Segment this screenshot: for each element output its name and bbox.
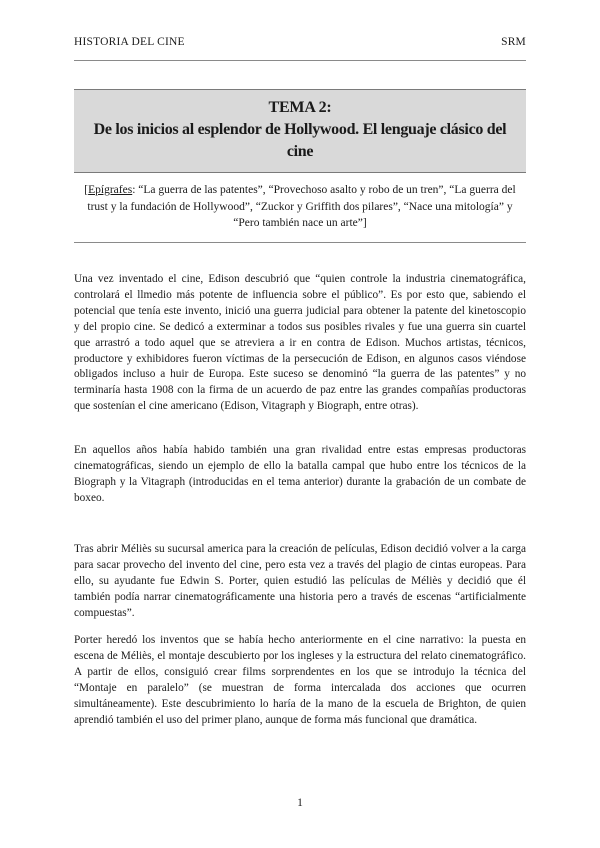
header-author-initials: SRM bbox=[501, 36, 526, 48]
epigraph-text: : “La guerra de las patentes”, “Provechoso asalto y robo de un tren”, “La guerra del trust y la fundación de Hollywood”, “Zuckor y Griffith dos pilares”, “Nace una mitología” y “Pero también nace un arte”] bbox=[87, 184, 516, 229]
epigraph-divider bbox=[74, 242, 526, 243]
header-course-title: HISTORIA DEL CINE bbox=[74, 36, 185, 48]
body-paragraph: En aquellos años había habido también una gran rivalidad entre estas empresas productoras cinematográficas, siendo un ejemplo de ello la batalla campal que hubo entre los técnicos de la Biograph y la Vitagraph (introducidas en el tema anterior) durante la grabación de un combate de boxeo. bbox=[74, 444, 526, 504]
body-paragraph: Una vez inventado el cine, Edison descubrió que “quien controle la industria cinematográfica, controlará el llmedio más potente de influencia sobre el público”. Es por esto que, sabiendo el potencial que tenía este invento, inició una guerra judicial para obtener la patente del kinetoscopio y del propio cine. Se dedicó a exterminar a todos sus posibles rivales y fue una guerra sin cuartel que arrastró a todo aquel que se atreviera a ir en contra de Edison. Muchos artistas, técnicos, productore y exhibidores fueron víctimas de la persecución de Edison, en algunos casos viéndose obligados incluso a huir de Europa. Este suceso se denominó “la guerra de las patentes” y no terminaría hasta 1908 con la firma de un acuerdo de paz entre las grandes compañías productoras que sostenían el cine americano (Edison, Vitagraph y Biograph, entre otras). bbox=[74, 273, 526, 413]
epigraph-open-bracket: [ bbox=[84, 184, 89, 196]
topic-title: De los inicios al esplendor de Hollywood. El lenguaje clásico del cine bbox=[93, 121, 507, 160]
epigraph-block bbox=[74, 182, 526, 232]
topic-number: TEMA 2: bbox=[268, 99, 332, 116]
topic-title-box bbox=[74, 89, 526, 173]
body-paragraph: Porter heredó los inventos que se había hecho anteriormente en el cine narrativo: la puesta en escena de Méliès, el montaje descubierto por los ingleses y la estructura del relato cinematográfico. A partir de ellos, consiguió crear films sorprendentes en los que se introdujo la técnica del “Montaje en paralelo” (se muestran de forma intercalada dos acciones que ocurren simultáneamente). Este descubrimiento lo haría de la mano de la escuela de Brighton, de quien aprendió también el uso del primer plano, aunque de forma más funcional que dramática. bbox=[74, 634, 526, 726]
epigraph-label: Epígrafes bbox=[88, 184, 133, 196]
page-header bbox=[74, 36, 526, 52]
header-divider bbox=[74, 60, 526, 61]
page-number: 1 bbox=[297, 797, 303, 809]
body-paragraph: Tras abrir Méliès su sucursal america para la creación de películas, Edison decidió volver a la carga para sacar provecho del invento del cine, pero esta vez a través del plagio de cintas europeas. Para ello, su ayudante fue Edwin S. Porter, quien estudió las películas de Méliès y decidió que él también podía narrar cinematográficamente una historia pero a través de escenas “artificialmente compuestas”. bbox=[74, 543, 526, 619]
